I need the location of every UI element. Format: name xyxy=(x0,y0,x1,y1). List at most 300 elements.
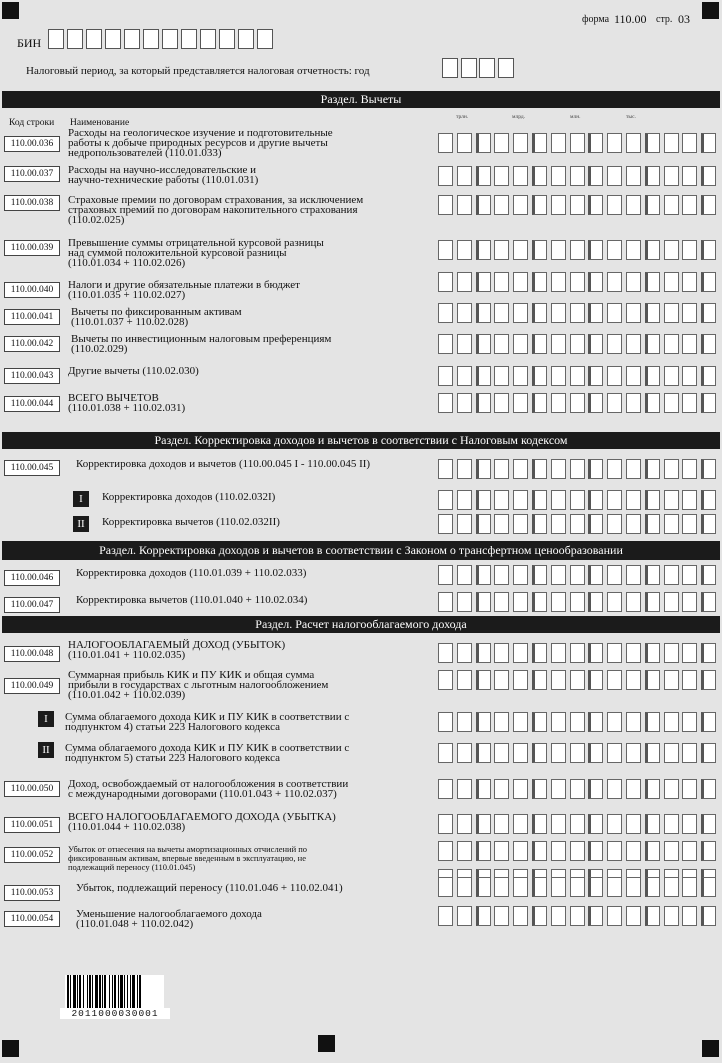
digit-cell[interactable] xyxy=(682,592,697,612)
digit-cell[interactable] xyxy=(588,334,603,354)
digit-cell[interactable] xyxy=(664,166,679,186)
digit-cell[interactable] xyxy=(494,814,509,834)
digit-cell[interactable] xyxy=(701,779,716,799)
digit-cell[interactable] xyxy=(476,166,491,186)
digit-cell[interactable] xyxy=(570,240,585,260)
digit-cell[interactable] xyxy=(682,272,697,292)
digit-cell[interactable] xyxy=(457,743,472,763)
digit-cell[interactable] xyxy=(701,334,716,354)
digit-cell[interactable] xyxy=(570,195,585,215)
digit-cell[interactable] xyxy=(476,814,491,834)
digit-cell[interactable] xyxy=(701,712,716,732)
digit-cell[interactable] xyxy=(551,240,566,260)
digit-cell[interactable] xyxy=(645,906,660,926)
digit-cell[interactable] xyxy=(588,514,603,534)
digit-cell[interactable] xyxy=(513,743,528,763)
digit-cell[interactable] xyxy=(588,670,603,690)
digit-cell[interactable] xyxy=(645,393,660,413)
digit-cell[interactable] xyxy=(626,195,641,215)
digit-cell[interactable] xyxy=(701,814,716,834)
char-cell[interactable] xyxy=(48,29,64,49)
digit-cell[interactable] xyxy=(476,303,491,323)
digit-cell[interactable] xyxy=(513,366,528,386)
digit-cell[interactable] xyxy=(457,877,472,897)
digit-cell[interactable] xyxy=(513,906,528,926)
digit-cell[interactable] xyxy=(438,743,453,763)
digit-cell[interactable] xyxy=(438,303,453,323)
digit-cell[interactable] xyxy=(588,643,603,663)
digit-cell[interactable] xyxy=(532,334,547,354)
digit-cell[interactable] xyxy=(476,779,491,799)
digit-cell[interactable] xyxy=(626,814,641,834)
digit-cell[interactable] xyxy=(551,743,566,763)
digit-cell[interactable] xyxy=(645,712,660,732)
digit-cell[interactable] xyxy=(645,490,660,510)
digit-cell[interactable] xyxy=(607,779,622,799)
digit-cell[interactable] xyxy=(438,712,453,732)
digit-cell[interactable] xyxy=(513,712,528,732)
digit-cell[interactable] xyxy=(626,565,641,585)
digit-cell[interactable] xyxy=(532,670,547,690)
digit-cell[interactable] xyxy=(588,779,603,799)
digit-cell[interactable] xyxy=(476,490,491,510)
digit-cell[interactable] xyxy=(532,779,547,799)
digit-cell[interactable] xyxy=(457,393,472,413)
digit-cell[interactable] xyxy=(588,240,603,260)
digit-cell[interactable] xyxy=(664,712,679,732)
digit-cell[interactable] xyxy=(626,877,641,897)
digit-cell[interactable] xyxy=(701,166,716,186)
digit-cell[interactable] xyxy=(664,514,679,534)
digit-cell[interactable] xyxy=(682,393,697,413)
digit-cell[interactable] xyxy=(457,592,472,612)
digit-cell[interactable] xyxy=(682,906,697,926)
digit-cell[interactable] xyxy=(645,779,660,799)
digit-cell[interactable] xyxy=(607,712,622,732)
digit-cell[interactable] xyxy=(682,712,697,732)
digit-cell[interactable] xyxy=(494,712,509,732)
digit-cell[interactable] xyxy=(607,195,622,215)
digit-cell[interactable] xyxy=(645,240,660,260)
digit-cell[interactable] xyxy=(494,877,509,897)
digit-cell[interactable] xyxy=(476,195,491,215)
digit-cell[interactable] xyxy=(588,565,603,585)
char-cell[interactable] xyxy=(181,29,197,49)
digit-cell[interactable] xyxy=(645,195,660,215)
digit-cell[interactable] xyxy=(664,459,679,479)
digit-cell[interactable] xyxy=(457,459,472,479)
digit-cell[interactable] xyxy=(513,272,528,292)
digit-cell[interactable] xyxy=(570,272,585,292)
digit-cell[interactable] xyxy=(551,643,566,663)
digit-cell[interactable] xyxy=(645,877,660,897)
digit-cell[interactable] xyxy=(588,712,603,732)
digit-cell[interactable] xyxy=(438,195,453,215)
digit-cell[interactable] xyxy=(494,490,509,510)
digit-cell[interactable] xyxy=(532,712,547,732)
char-cell[interactable] xyxy=(86,29,102,49)
digit-cell[interactable] xyxy=(457,166,472,186)
digit-cell[interactable] xyxy=(551,712,566,732)
digit-cell[interactable] xyxy=(682,366,697,386)
digit-cell[interactable] xyxy=(607,565,622,585)
digit-cell[interactable] xyxy=(664,643,679,663)
char-cell[interactable] xyxy=(498,58,514,78)
digit-cell[interactable] xyxy=(476,712,491,732)
digit-cell[interactable] xyxy=(438,643,453,663)
digit-cell[interactable] xyxy=(532,133,547,153)
digit-cell[interactable] xyxy=(570,841,585,861)
digit-cell[interactable] xyxy=(476,133,491,153)
char-cell[interactable] xyxy=(442,58,458,78)
digit-cell[interactable] xyxy=(664,877,679,897)
digit-cell[interactable] xyxy=(645,166,660,186)
digit-cell[interactable] xyxy=(570,712,585,732)
digit-cell[interactable] xyxy=(551,490,566,510)
digit-cell[interactable] xyxy=(438,459,453,479)
digit-cell[interactable] xyxy=(438,166,453,186)
digit-cell[interactable] xyxy=(457,565,472,585)
digit-cell[interactable] xyxy=(570,514,585,534)
digit-cell[interactable] xyxy=(664,334,679,354)
digit-cell[interactable] xyxy=(626,366,641,386)
digit-cell[interactable] xyxy=(626,303,641,323)
digit-cell[interactable] xyxy=(682,514,697,534)
digit-cell[interactable] xyxy=(570,459,585,479)
digit-cell[interactable] xyxy=(551,366,566,386)
digit-cell[interactable] xyxy=(476,877,491,897)
digit-cell[interactable] xyxy=(701,393,716,413)
char-cell[interactable] xyxy=(479,58,495,78)
digit-cell[interactable] xyxy=(476,334,491,354)
digit-cell[interactable] xyxy=(607,490,622,510)
digit-cell[interactable] xyxy=(682,240,697,260)
digit-cell[interactable] xyxy=(607,877,622,897)
digit-cell[interactable] xyxy=(513,240,528,260)
digit-cell[interactable] xyxy=(682,459,697,479)
digit-cell[interactable] xyxy=(588,303,603,323)
digit-cell[interactable] xyxy=(551,195,566,215)
digit-cell[interactable] xyxy=(494,670,509,690)
digit-cell[interactable] xyxy=(513,841,528,861)
digit-cell[interactable] xyxy=(494,459,509,479)
digit-cell[interactable] xyxy=(551,272,566,292)
digit-cell[interactable] xyxy=(457,814,472,834)
digit-cell[interactable] xyxy=(701,906,716,926)
digit-cell[interactable] xyxy=(513,334,528,354)
digit-cell[interactable] xyxy=(588,814,603,834)
digit-cell[interactable] xyxy=(645,303,660,323)
digit-cell[interactable] xyxy=(494,393,509,413)
digit-cell[interactable] xyxy=(476,565,491,585)
digit-cell[interactable] xyxy=(551,906,566,926)
digit-cell[interactable] xyxy=(494,643,509,663)
digit-cell[interactable] xyxy=(494,334,509,354)
digit-cell[interactable] xyxy=(645,670,660,690)
digit-cell[interactable] xyxy=(664,195,679,215)
digit-cell[interactable] xyxy=(476,643,491,663)
digit-cell[interactable] xyxy=(607,743,622,763)
digit-cell[interactable] xyxy=(626,906,641,926)
digit-cell[interactable] xyxy=(532,643,547,663)
digit-cell[interactable] xyxy=(664,906,679,926)
digit-cell[interactable] xyxy=(551,814,566,834)
digit-cell[interactable] xyxy=(476,743,491,763)
digit-cell[interactable] xyxy=(570,779,585,799)
digit-cell[interactable] xyxy=(588,195,603,215)
digit-cell[interactable] xyxy=(457,514,472,534)
digit-cell[interactable] xyxy=(588,841,603,861)
digit-cell[interactable] xyxy=(494,841,509,861)
digit-cell[interactable] xyxy=(570,592,585,612)
digit-cell[interactable] xyxy=(607,592,622,612)
digit-cell[interactable] xyxy=(588,459,603,479)
char-cell[interactable] xyxy=(219,29,235,49)
digit-cell[interactable] xyxy=(570,303,585,323)
digit-cell[interactable] xyxy=(701,303,716,323)
digit-cell[interactable] xyxy=(645,841,660,861)
digit-cell[interactable] xyxy=(551,565,566,585)
digit-cell[interactable] xyxy=(682,877,697,897)
digit-cell[interactable] xyxy=(438,906,453,926)
digit-cell[interactable] xyxy=(494,366,509,386)
digit-cell[interactable] xyxy=(607,334,622,354)
digit-cell[interactable] xyxy=(645,743,660,763)
digit-cell[interactable] xyxy=(664,303,679,323)
digit-cell[interactable] xyxy=(682,334,697,354)
digit-cell[interactable] xyxy=(701,133,716,153)
digit-cell[interactable] xyxy=(532,366,547,386)
digit-cell[interactable] xyxy=(551,841,566,861)
digit-cell[interactable] xyxy=(664,743,679,763)
digit-cell[interactable] xyxy=(494,166,509,186)
digit-cell[interactable] xyxy=(570,334,585,354)
digit-cell[interactable] xyxy=(701,670,716,690)
digit-cell[interactable] xyxy=(626,334,641,354)
digit-cell[interactable] xyxy=(626,514,641,534)
digit-cell[interactable] xyxy=(626,670,641,690)
char-cell[interactable] xyxy=(257,29,273,49)
digit-cell[interactable] xyxy=(532,272,547,292)
digit-cell[interactable] xyxy=(532,814,547,834)
digit-cell[interactable] xyxy=(438,334,453,354)
digit-cell[interactable] xyxy=(607,906,622,926)
digit-cell[interactable] xyxy=(588,133,603,153)
digit-cell[interactable] xyxy=(513,195,528,215)
digit-cell[interactable] xyxy=(457,240,472,260)
digit-cell[interactable] xyxy=(626,643,641,663)
digit-cell[interactable] xyxy=(645,366,660,386)
digit-cell[interactable] xyxy=(588,366,603,386)
digit-cell[interactable] xyxy=(438,779,453,799)
char-cell[interactable] xyxy=(67,29,83,49)
digit-cell[interactable] xyxy=(438,670,453,690)
digit-cell[interactable] xyxy=(457,133,472,153)
digit-cell[interactable] xyxy=(513,490,528,510)
digit-cell[interactable] xyxy=(513,814,528,834)
digit-cell[interactable] xyxy=(588,592,603,612)
digit-cell[interactable] xyxy=(513,166,528,186)
digit-cell[interactable] xyxy=(645,814,660,834)
digit-cell[interactable] xyxy=(476,459,491,479)
digit-cell[interactable] xyxy=(701,514,716,534)
digit-cell[interactable] xyxy=(457,841,472,861)
digit-cell[interactable] xyxy=(438,366,453,386)
digit-cell[interactable] xyxy=(664,565,679,585)
char-cell[interactable] xyxy=(105,29,121,49)
digit-cell[interactable] xyxy=(513,565,528,585)
digit-cell[interactable] xyxy=(476,240,491,260)
digit-cell[interactable] xyxy=(494,514,509,534)
digit-cell[interactable] xyxy=(457,490,472,510)
digit-cell[interactable] xyxy=(607,459,622,479)
digit-cell[interactable] xyxy=(513,133,528,153)
digit-cell[interactable] xyxy=(588,906,603,926)
digit-cell[interactable] xyxy=(476,272,491,292)
digit-cell[interactable] xyxy=(457,366,472,386)
digit-cell[interactable] xyxy=(570,490,585,510)
digit-cell[interactable] xyxy=(626,779,641,799)
digit-cell[interactable] xyxy=(494,133,509,153)
digit-cell[interactable] xyxy=(532,195,547,215)
digit-cell[interactable] xyxy=(570,133,585,153)
digit-cell[interactable] xyxy=(438,877,453,897)
char-cell[interactable] xyxy=(124,29,140,49)
digit-cell[interactable] xyxy=(532,877,547,897)
digit-cell[interactable] xyxy=(513,670,528,690)
digit-cell[interactable] xyxy=(476,670,491,690)
digit-cell[interactable] xyxy=(701,643,716,663)
digit-cell[interactable] xyxy=(626,841,641,861)
digit-cell[interactable] xyxy=(457,334,472,354)
digit-cell[interactable] xyxy=(570,743,585,763)
digit-cell[interactable] xyxy=(701,272,716,292)
digit-cell[interactable] xyxy=(701,743,716,763)
digit-cell[interactable] xyxy=(607,303,622,323)
digit-cell[interactable] xyxy=(476,393,491,413)
digit-cell[interactable] xyxy=(457,272,472,292)
digit-cell[interactable] xyxy=(701,240,716,260)
digit-cell[interactable] xyxy=(494,592,509,612)
digit-cell[interactable] xyxy=(457,779,472,799)
digit-cell[interactable] xyxy=(588,393,603,413)
digit-cell[interactable] xyxy=(570,906,585,926)
digit-cell[interactable] xyxy=(438,592,453,612)
digit-cell[interactable] xyxy=(476,366,491,386)
digit-cell[interactable] xyxy=(513,303,528,323)
digit-cell[interactable] xyxy=(682,743,697,763)
digit-cell[interactable] xyxy=(494,272,509,292)
digit-cell[interactable] xyxy=(626,743,641,763)
digit-cell[interactable] xyxy=(457,643,472,663)
digit-cell[interactable] xyxy=(457,906,472,926)
digit-cell[interactable] xyxy=(532,841,547,861)
digit-cell[interactable] xyxy=(513,779,528,799)
digit-cell[interactable] xyxy=(532,303,547,323)
digit-cell[interactable] xyxy=(645,459,660,479)
digit-cell[interactable] xyxy=(551,133,566,153)
digit-cell[interactable] xyxy=(588,166,603,186)
digit-cell[interactable] xyxy=(682,303,697,323)
digit-cell[interactable] xyxy=(701,841,716,861)
digit-cell[interactable] xyxy=(645,565,660,585)
digit-cell[interactable] xyxy=(607,393,622,413)
digit-cell[interactable] xyxy=(532,393,547,413)
digit-cell[interactable] xyxy=(494,240,509,260)
digit-cell[interactable] xyxy=(551,670,566,690)
digit-cell[interactable] xyxy=(626,272,641,292)
char-cell[interactable] xyxy=(238,29,254,49)
digit-cell[interactable] xyxy=(626,490,641,510)
digit-cell[interactable] xyxy=(494,743,509,763)
digit-cell[interactable] xyxy=(476,592,491,612)
digit-cell[interactable] xyxy=(701,877,716,897)
digit-cell[interactable] xyxy=(570,670,585,690)
digit-cell[interactable] xyxy=(570,565,585,585)
digit-cell[interactable] xyxy=(626,592,641,612)
digit-cell[interactable] xyxy=(626,133,641,153)
digit-cell[interactable] xyxy=(701,366,716,386)
digit-cell[interactable] xyxy=(532,514,547,534)
digit-cell[interactable] xyxy=(607,366,622,386)
digit-cell[interactable] xyxy=(551,393,566,413)
digit-cell[interactable] xyxy=(607,643,622,663)
digit-cell[interactable] xyxy=(457,195,472,215)
digit-cell[interactable] xyxy=(645,334,660,354)
char-cell[interactable] xyxy=(162,29,178,49)
digit-cell[interactable] xyxy=(532,240,547,260)
char-cell[interactable] xyxy=(200,29,216,49)
char-cell[interactable] xyxy=(461,58,477,78)
digit-cell[interactable] xyxy=(438,240,453,260)
digit-cell[interactable] xyxy=(607,133,622,153)
digit-cell[interactable] xyxy=(457,712,472,732)
digit-cell[interactable] xyxy=(494,906,509,926)
char-cell[interactable] xyxy=(143,29,159,49)
digit-cell[interactable] xyxy=(701,195,716,215)
digit-cell[interactable] xyxy=(626,240,641,260)
digit-cell[interactable] xyxy=(570,814,585,834)
digit-cell[interactable] xyxy=(551,334,566,354)
digit-cell[interactable] xyxy=(664,393,679,413)
digit-cell[interactable] xyxy=(588,743,603,763)
digit-cell[interactable] xyxy=(476,841,491,861)
digit-cell[interactable] xyxy=(438,841,453,861)
digit-cell[interactable] xyxy=(551,592,566,612)
digit-cell[interactable] xyxy=(645,514,660,534)
digit-cell[interactable] xyxy=(607,240,622,260)
digit-cell[interactable] xyxy=(626,166,641,186)
digit-cell[interactable] xyxy=(551,514,566,534)
digit-cell[interactable] xyxy=(570,393,585,413)
digit-cell[interactable] xyxy=(664,670,679,690)
digit-cell[interactable] xyxy=(438,133,453,153)
digit-cell[interactable] xyxy=(682,565,697,585)
digit-cell[interactable] xyxy=(607,166,622,186)
digit-cell[interactable] xyxy=(570,166,585,186)
digit-cell[interactable] xyxy=(664,841,679,861)
digit-cell[interactable] xyxy=(494,565,509,585)
digit-cell[interactable] xyxy=(682,670,697,690)
digit-cell[interactable] xyxy=(457,670,472,690)
digit-cell[interactable] xyxy=(645,133,660,153)
digit-cell[interactable] xyxy=(607,814,622,834)
digit-cell[interactable] xyxy=(532,166,547,186)
digit-cell[interactable] xyxy=(664,240,679,260)
digit-cell[interactable] xyxy=(513,643,528,663)
digit-cell[interactable] xyxy=(588,490,603,510)
digit-cell[interactable] xyxy=(607,670,622,690)
